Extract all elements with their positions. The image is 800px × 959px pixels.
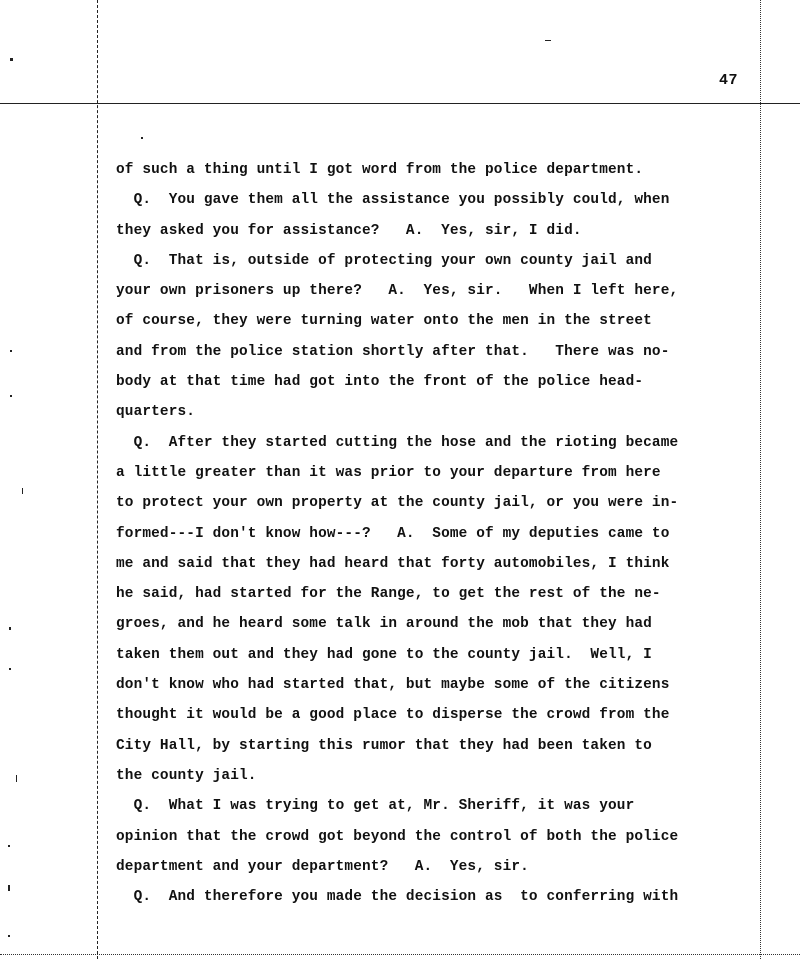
text-line: formed---I don't know how---? A. Some of my deputies came to bbox=[116, 525, 670, 542]
page-number: 47 bbox=[719, 72, 739, 89]
scan-speck bbox=[10, 395, 12, 397]
text-line: your own prisoners up there? A. Yes, sir. When I left here, bbox=[116, 283, 679, 300]
scan-speck bbox=[10, 350, 12, 352]
footer-rule bbox=[0, 954, 800, 955]
scan-speck bbox=[9, 627, 11, 630]
text-line: of course, they were turning water onto the men in the street bbox=[116, 313, 652, 330]
text-line: Q. And therefore you made the decision as to conferring with bbox=[116, 889, 679, 906]
text-line: and from the police station shortly after that. There was no- bbox=[116, 343, 670, 360]
text-line: groes, and he heard some talk in around the mob that they had bbox=[116, 616, 652, 633]
right-margin-rule bbox=[760, 0, 761, 959]
text-line: Q. After they started cutting the hose and the rioting became bbox=[116, 434, 679, 451]
text-line: opinion that the crowd got beyond the control of both the police bbox=[116, 828, 679, 845]
header-rule bbox=[0, 103, 800, 104]
text-line: me and said that they had heard that forty automobiles, I think bbox=[116, 555, 670, 572]
scan-speck bbox=[16, 775, 17, 782]
text-line: Q. That is, outside of protecting your own county jail and bbox=[116, 252, 652, 269]
text-line: body at that time had got into the front of the police head- bbox=[116, 374, 644, 391]
text-line: don't know who had started that, but maybe some of the citizens bbox=[116, 677, 670, 694]
scan-speck bbox=[8, 885, 10, 891]
text-line: a little greater than it was prior to your departure from here bbox=[116, 464, 661, 481]
text-line: taken them out and they had gone to the county jail. Well, I bbox=[116, 646, 652, 663]
text-line: to protect your own property at the county jail, or you were in- bbox=[116, 495, 679, 512]
scan-speck bbox=[22, 488, 23, 494]
scan-speck bbox=[10, 58, 13, 61]
scan-speck bbox=[8, 845, 10, 847]
left-margin-rule bbox=[97, 0, 98, 959]
text-line: quarters. bbox=[116, 404, 196, 421]
text-line: thought it would be a good place to disperse the crowd from the bbox=[116, 707, 670, 724]
scan-speck bbox=[8, 935, 10, 937]
scan-speck bbox=[141, 137, 143, 139]
transcript-body bbox=[116, 155, 756, 912]
scan-speck bbox=[545, 40, 551, 41]
text-line: department and your department? A. Yes, sir. bbox=[116, 858, 529, 875]
text-line: they asked you for assistance? A. Yes, sir, I did. bbox=[116, 222, 582, 239]
text-line: the county jail. bbox=[116, 767, 257, 784]
text-line: he said, had started for the Range, to get the rest of the ne- bbox=[116, 586, 661, 603]
text-line: City Hall, by starting this rumor that they had been taken to bbox=[116, 737, 652, 754]
text-line: of such a thing until I got word from the police department. bbox=[116, 162, 644, 178]
scan-speck bbox=[9, 668, 11, 670]
text-line: Q. What I was trying to get at, Mr. Sheriff, it was your bbox=[116, 798, 635, 815]
text-line: Q. You gave them all the assistance you possibly could, when bbox=[116, 192, 670, 209]
